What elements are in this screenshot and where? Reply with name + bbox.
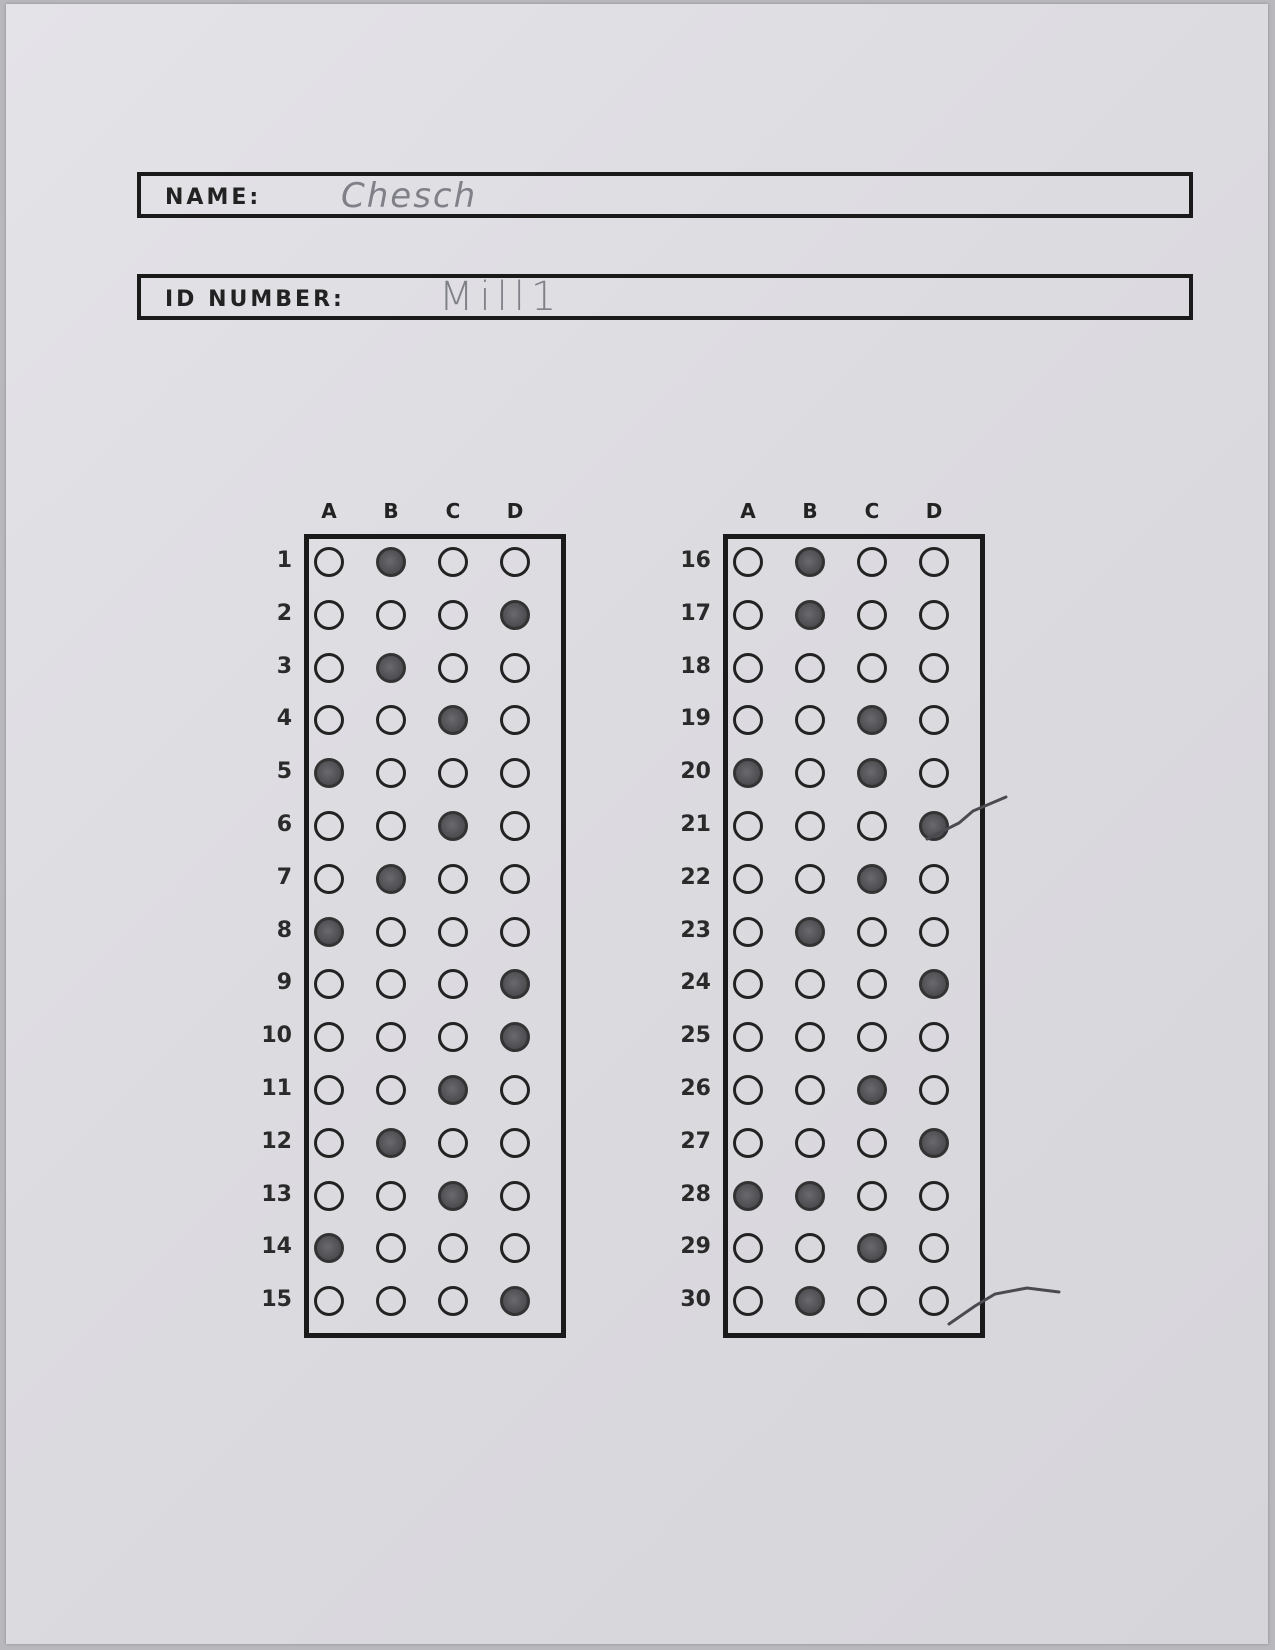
bubble-q22-d[interactable] xyxy=(919,864,949,894)
bubble-q1-b[interactable] xyxy=(376,547,406,577)
id-number-label: ID NUMBER: xyxy=(165,287,345,312)
bubble-q25-a[interactable] xyxy=(733,1022,763,1052)
bubble-q2-c[interactable] xyxy=(438,600,468,630)
bubble-q27-c[interactable] xyxy=(857,1128,887,1158)
bubble-q21-d[interactable] xyxy=(919,811,949,841)
bubble-q10-a[interactable] xyxy=(314,1022,344,1052)
question-number: 1 xyxy=(276,548,292,573)
bubble-q3-b[interactable] xyxy=(376,653,406,683)
bubble-q30-d[interactable] xyxy=(919,1286,949,1316)
question-number: 16 xyxy=(680,548,711,573)
bubble-q6-d[interactable] xyxy=(500,811,530,841)
question-number: 28 xyxy=(680,1181,711,1207)
bubble-q25-d[interactable] xyxy=(919,1022,949,1052)
question-number: 19 xyxy=(680,706,711,732)
question-number: 14 xyxy=(261,1234,292,1260)
bubble-q28-b[interactable] xyxy=(795,1181,825,1211)
question-number: 10 xyxy=(261,1023,292,1049)
question-number: 15 xyxy=(261,1287,292,1313)
bubble-q15-b[interactable] xyxy=(376,1286,406,1316)
bubble-q1-c[interactable] xyxy=(438,547,468,577)
question-number: 13 xyxy=(261,1181,292,1207)
question-number: 4 xyxy=(276,706,292,732)
bubble-q22-c[interactable] xyxy=(857,864,887,894)
bubble-q21-c[interactable] xyxy=(857,811,887,841)
answer-sheet xyxy=(6,4,1268,1644)
bubble-q6-c[interactable] xyxy=(438,811,468,841)
bubble-q8-a[interactable] xyxy=(314,917,344,947)
name-label: NAME: xyxy=(165,185,262,210)
column-header-a: A xyxy=(740,499,756,523)
question-number: 9 xyxy=(276,970,292,996)
column-header-d: D xyxy=(925,499,943,523)
bubble-q26-c[interactable] xyxy=(857,1075,887,1105)
bubble-q2-a[interactable] xyxy=(314,600,344,630)
question-number: 6 xyxy=(276,812,292,837)
bubble-q2-b[interactable] xyxy=(376,600,406,630)
question-number: 22 xyxy=(680,864,711,890)
bubble-q23-d[interactable] xyxy=(919,917,949,947)
bubble-q18-b[interactable] xyxy=(795,653,825,683)
bubble-q17-a[interactable] xyxy=(733,600,763,630)
bubble-q26-a[interactable] xyxy=(733,1075,763,1105)
question-number: 12 xyxy=(261,1128,292,1154)
bubble-q26-b[interactable] xyxy=(795,1075,825,1105)
bubble-q20-b[interactable] xyxy=(795,758,825,788)
bubble-q16-a[interactable] xyxy=(733,547,763,577)
bubble-q26-d[interactable] xyxy=(919,1075,949,1105)
bubble-q5-b[interactable] xyxy=(376,758,406,788)
bubble-q18-a[interactable] xyxy=(733,653,763,683)
bubble-q17-b[interactable] xyxy=(795,600,825,630)
bubble-q30-b[interactable] xyxy=(795,1286,825,1316)
bubble-q5-d[interactable] xyxy=(500,758,530,788)
bubble-q17-d[interactable] xyxy=(919,600,949,630)
name-field[interactable] xyxy=(137,172,1193,218)
bubble-q16-c[interactable] xyxy=(857,547,887,577)
column-header-b: B xyxy=(383,499,399,523)
bubble-q13-d[interactable] xyxy=(500,1181,530,1211)
answer-block-2 xyxy=(673,494,1003,1344)
question-number: 21 xyxy=(680,812,711,837)
bubble-q10-b[interactable] xyxy=(376,1022,406,1052)
bubble-q30-a[interactable] xyxy=(733,1286,763,1316)
bubble-q7-b[interactable] xyxy=(376,864,406,894)
bubble-q27-b[interactable] xyxy=(795,1128,825,1158)
question-number: 2 xyxy=(276,600,292,626)
question-number: 7 xyxy=(276,864,292,890)
id-number-value: Mill1 xyxy=(439,274,563,320)
bubble-q8-b[interactable] xyxy=(376,917,406,947)
name-value: Chesch xyxy=(341,176,478,216)
bubble-q13-a[interactable] xyxy=(314,1181,344,1211)
bubble-q23-b[interactable] xyxy=(795,917,825,947)
bubble-q16-d[interactable] xyxy=(919,547,949,577)
answer-block-1 xyxy=(254,494,584,1344)
bubble-q18-d[interactable] xyxy=(919,653,949,683)
question-number: 11 xyxy=(261,1076,292,1101)
bubble-q15-d[interactable] xyxy=(500,1286,530,1316)
bubble-q22-b[interactable] xyxy=(795,864,825,894)
question-number: 5 xyxy=(276,759,292,785)
question-number: 18 xyxy=(680,653,711,679)
bubble-q11-a[interactable] xyxy=(314,1075,344,1105)
bubble-q2-d[interactable] xyxy=(500,600,530,630)
bubble-q28-d[interactable] xyxy=(919,1181,949,1211)
bubble-q3-c[interactable] xyxy=(438,653,468,683)
bubble-q12-a[interactable] xyxy=(314,1128,344,1158)
bubble-q12-b[interactable] xyxy=(376,1128,406,1158)
bubble-q20-a[interactable] xyxy=(733,758,763,788)
column-header-c: C xyxy=(445,499,461,523)
bubble-q5-a[interactable] xyxy=(314,758,344,788)
bubble-q30-c[interactable] xyxy=(857,1286,887,1316)
column-header-b: B xyxy=(802,499,818,523)
question-number: 30 xyxy=(680,1287,711,1313)
bubble-q25-c[interactable] xyxy=(857,1022,887,1052)
bubble-q23-c[interactable] xyxy=(857,917,887,947)
question-number: 26 xyxy=(680,1076,711,1101)
bubble-q18-c[interactable] xyxy=(857,653,887,683)
bubble-q16-b[interactable] xyxy=(795,547,825,577)
bubble-q27-a[interactable] xyxy=(733,1128,763,1158)
bubble-q7-d[interactable] xyxy=(500,864,530,894)
id-number-field[interactable] xyxy=(137,274,1193,320)
bubble-q28-c[interactable] xyxy=(857,1181,887,1211)
question-number: 24 xyxy=(680,970,711,996)
bubble-q28-a[interactable] xyxy=(733,1181,763,1211)
bubble-q1-a[interactable] xyxy=(314,547,344,577)
bubble-q15-a[interactable] xyxy=(314,1286,344,1316)
bubble-q12-d[interactable] xyxy=(500,1128,530,1158)
bubble-q23-a[interactable] xyxy=(733,917,763,947)
bubble-q21-b[interactable] xyxy=(795,811,825,841)
question-number: 3 xyxy=(276,653,292,679)
bubble-q21-a[interactable] xyxy=(733,811,763,841)
bubble-q11-b[interactable] xyxy=(376,1075,406,1105)
bubble-q25-b[interactable] xyxy=(795,1022,825,1052)
bubble-q22-a[interactable] xyxy=(733,864,763,894)
bubble-q27-d[interactable] xyxy=(919,1128,949,1158)
bubble-q5-c[interactable] xyxy=(438,758,468,788)
bubble-q17-c[interactable] xyxy=(857,600,887,630)
question-number: 27 xyxy=(680,1128,711,1154)
bubble-q11-d[interactable] xyxy=(500,1075,530,1105)
question-number: 20 xyxy=(680,759,711,785)
bubble-q11-c[interactable] xyxy=(438,1075,468,1105)
bubble-q6-b[interactable] xyxy=(376,811,406,841)
bubble-q7-c[interactable] xyxy=(438,864,468,894)
bubble-q10-d[interactable] xyxy=(500,1022,530,1052)
column-header-d: D xyxy=(506,499,524,523)
question-number: 29 xyxy=(680,1234,711,1260)
bubble-q8-c[interactable] xyxy=(438,917,468,947)
bubble-q3-d[interactable] xyxy=(500,653,530,683)
bubble-q15-c[interactable] xyxy=(438,1286,468,1316)
bubble-q13-b[interactable] xyxy=(376,1181,406,1211)
question-number: 8 xyxy=(276,917,292,943)
column-header-c: C xyxy=(864,499,880,523)
question-number: 17 xyxy=(680,600,711,626)
question-number: 23 xyxy=(680,917,711,943)
bubble-q1-d[interactable] xyxy=(500,547,530,577)
bubble-q12-c[interactable] xyxy=(438,1128,468,1158)
bubble-q20-d[interactable] xyxy=(919,758,949,788)
bubble-q10-c[interactable] xyxy=(438,1022,468,1052)
bubble-q3-a[interactable] xyxy=(314,653,344,683)
bubble-q8-d[interactable] xyxy=(500,917,530,947)
question-number: 25 xyxy=(680,1023,711,1049)
bubble-q20-c[interactable] xyxy=(857,758,887,788)
bubble-q13-c[interactable] xyxy=(438,1181,468,1211)
bubble-q7-a[interactable] xyxy=(314,864,344,894)
column-header-a: A xyxy=(321,499,337,523)
bubble-q6-a[interactable] xyxy=(314,811,344,841)
